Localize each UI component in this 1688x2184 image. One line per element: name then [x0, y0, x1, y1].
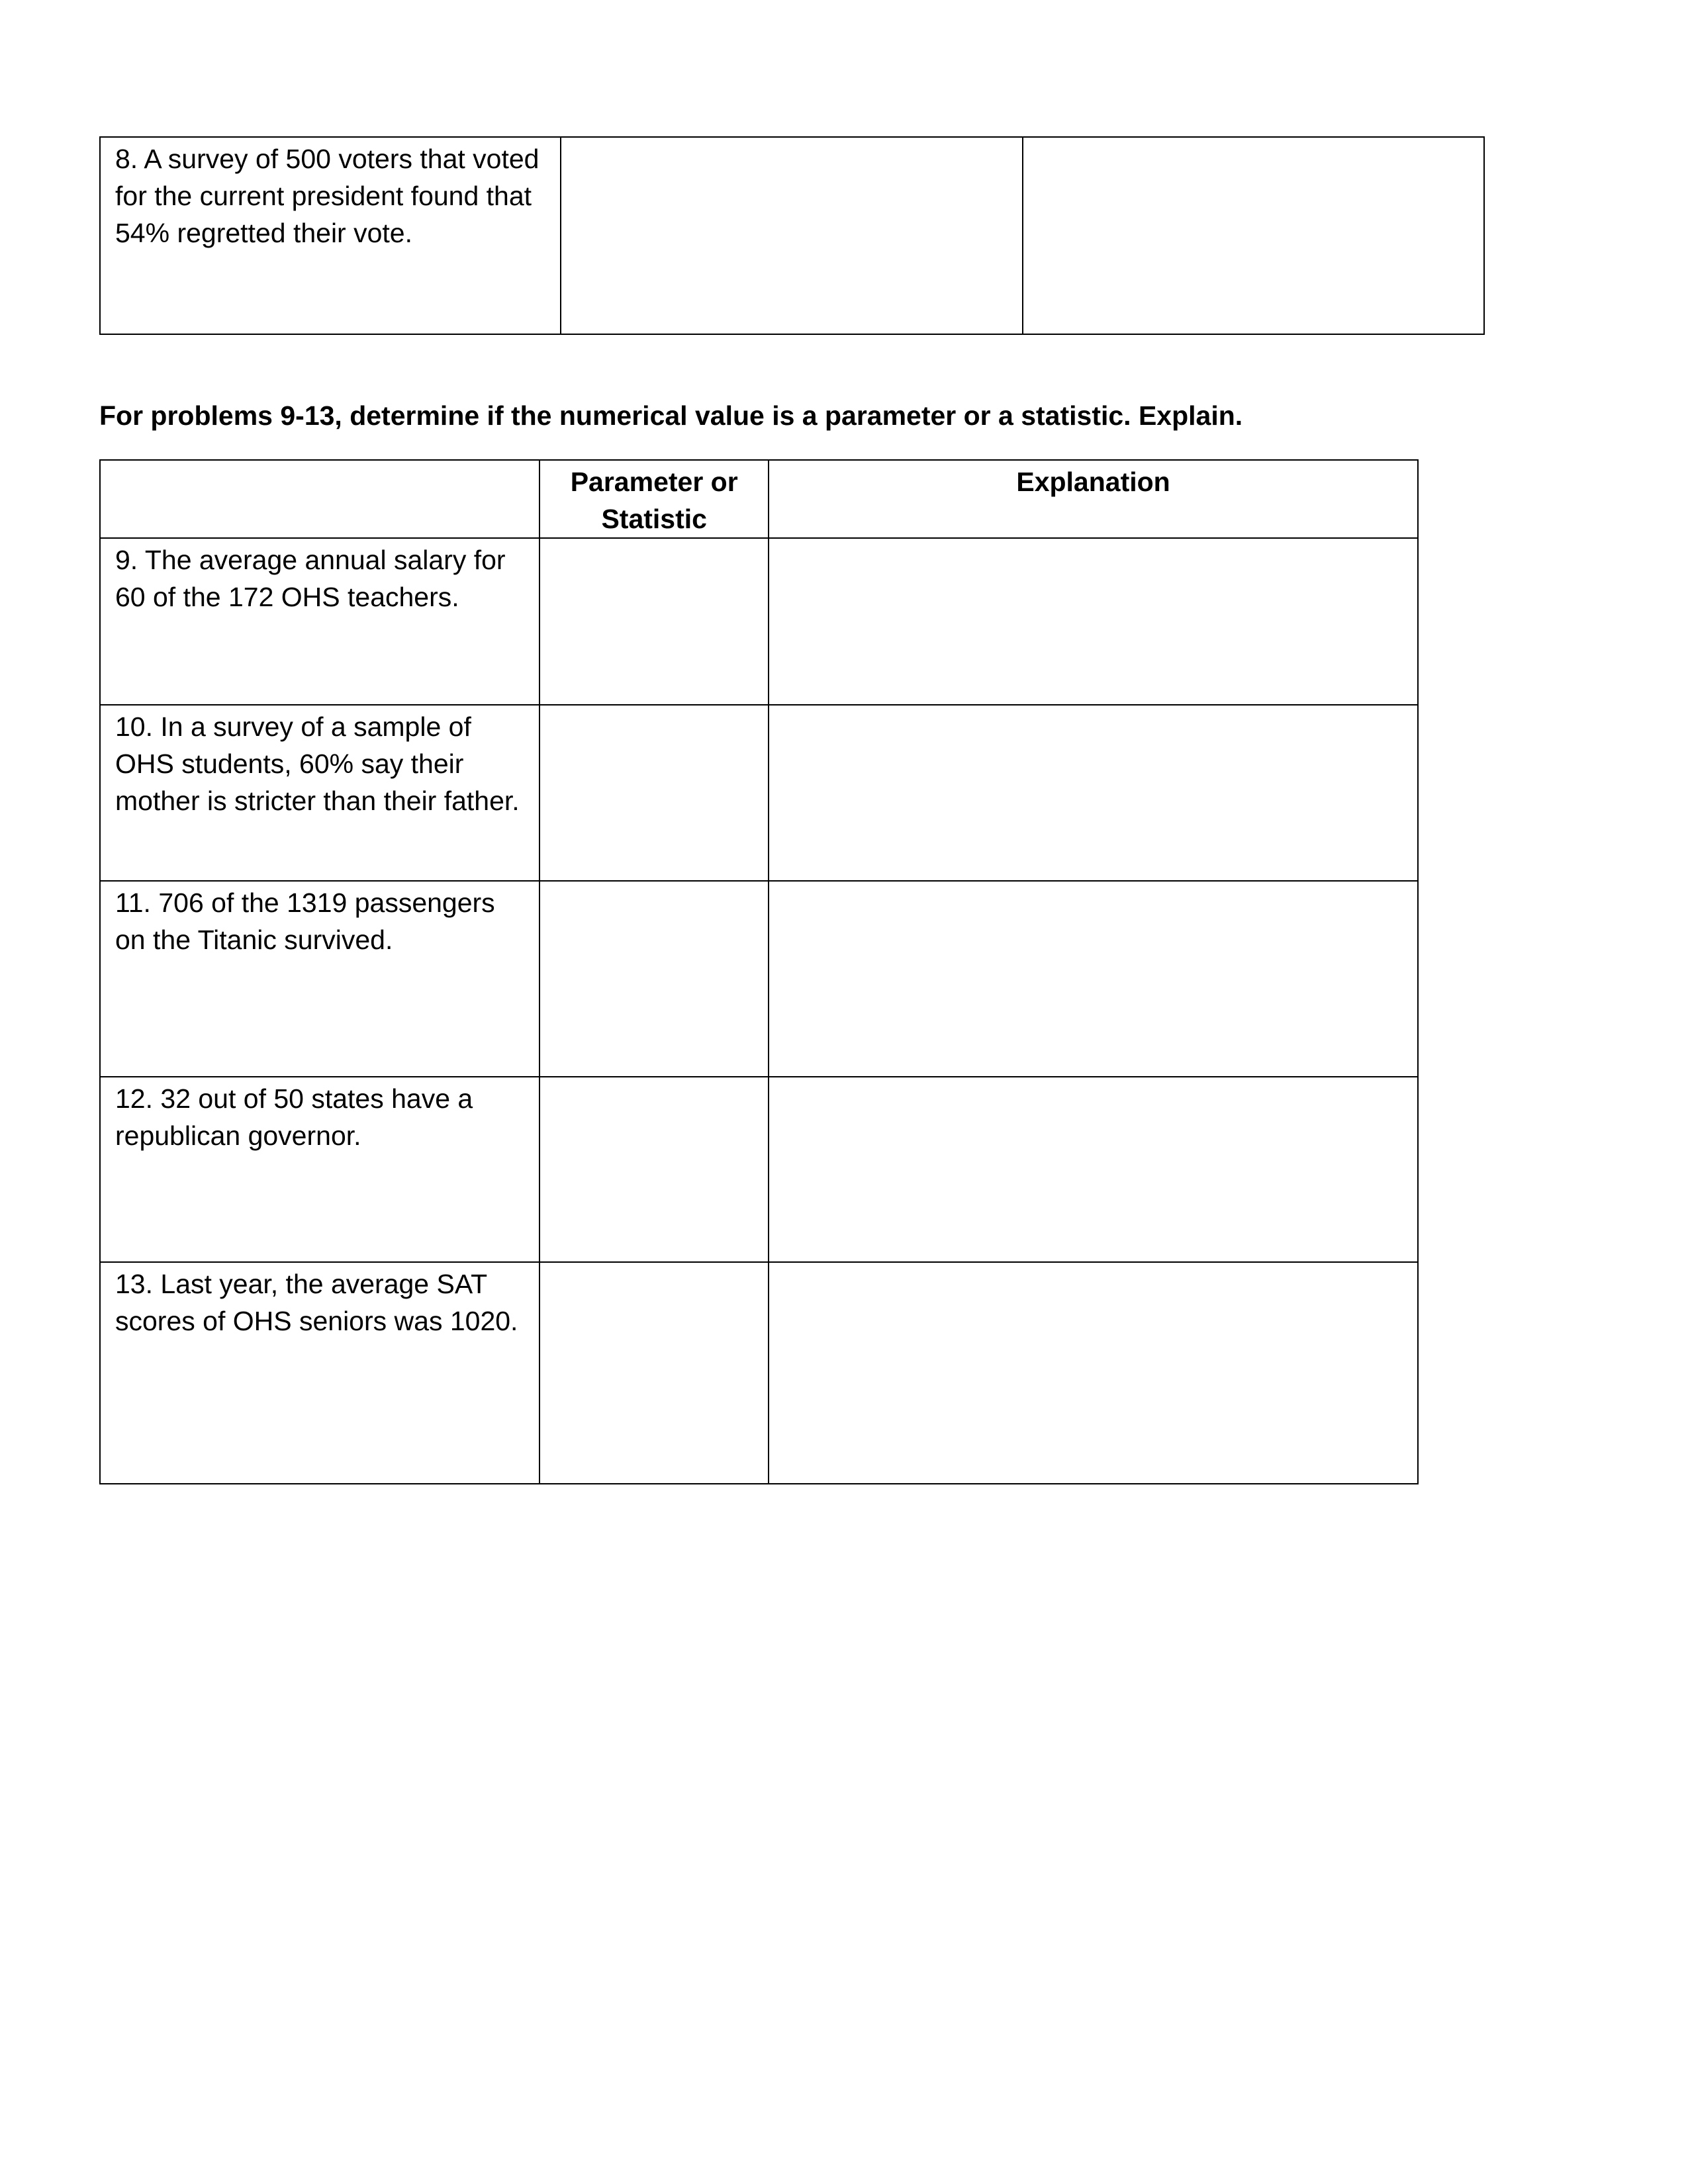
answer-text — [540, 1077, 768, 1080]
problem-9-text: 9. The average annual salary for 60 of the 172 OHS teachers. — [115, 545, 506, 612]
problem-10-text: 10. In a survey of a sample of OHS students, 60% say their mother is stricter than their father. — [115, 711, 520, 816]
table-row — [100, 881, 1418, 1077]
explanation-text — [769, 1077, 1417, 1080]
answer-cell[interactable] — [539, 538, 769, 705]
explanation-cell[interactable] — [769, 1262, 1418, 1484]
header-explanation — [769, 460, 1418, 538]
answer-text — [540, 882, 768, 884]
table-header-row — [100, 460, 1418, 538]
problem-cell — [100, 1262, 539, 1484]
explanation-text — [769, 705, 1417, 708]
answer-cell[interactable] — [561, 137, 1022, 334]
problem-cell — [100, 538, 539, 705]
explanation-cell[interactable] — [769, 881, 1418, 1077]
problem-cell — [100, 1077, 539, 1262]
problem-cell — [100, 881, 539, 1077]
explanation-cell[interactable] — [1023, 137, 1484, 334]
table-row — [100, 1077, 1418, 1262]
problem-8-text: 8. A survey of 500 voters that voted for the current president found that 54% regretted their vote. — [115, 144, 539, 248]
explanation-text — [769, 539, 1417, 541]
problem-cell — [100, 137, 561, 334]
explanation-text — [769, 1263, 1417, 1265]
parameter-statistic-table — [99, 459, 1419, 1484]
problem-11-text: 11. 706 of the 1319 passengers on the Titanic survived. — [115, 887, 495, 955]
explanation-text — [769, 882, 1417, 884]
header-parameter-or-statistic — [539, 460, 769, 538]
answer-cell[interactable] — [539, 1262, 769, 1484]
table-row — [100, 1262, 1418, 1484]
header-problem-label — [101, 461, 539, 463]
answer-cell[interactable] — [539, 1077, 769, 1262]
table-row — [100, 137, 1484, 334]
explanation-cell[interactable] — [769, 705, 1418, 881]
explanation-cell[interactable] — [769, 538, 1418, 705]
answer-cell[interactable] — [539, 705, 769, 881]
header-explanation-label: Explanation — [1016, 467, 1170, 497]
answer-text — [540, 1263, 768, 1265]
table-row — [100, 705, 1418, 881]
answer-text — [540, 539, 768, 541]
instructions-heading: For problems 9-13, determine if the numerical value is a parameter or a statistic. Explain. — [99, 400, 1243, 431]
answer-text — [540, 705, 768, 708]
explanation-cell[interactable] — [769, 1077, 1418, 1262]
table-row — [100, 538, 1418, 705]
answer-text — [561, 138, 1021, 140]
explanation-text — [1023, 138, 1483, 140]
problem-8-table — [99, 136, 1485, 335]
problem-cell — [100, 705, 539, 881]
header-parameter-or-statistic-label: Parameter or Statistic — [570, 467, 738, 534]
answer-cell[interactable] — [539, 881, 769, 1077]
problem-12-text: 12. 32 out of 50 states have a republican governor. — [115, 1083, 473, 1151]
header-problem — [100, 460, 539, 538]
problem-13-text: 13. Last year, the average SAT scores of OHS seniors was 1020. — [115, 1269, 518, 1336]
